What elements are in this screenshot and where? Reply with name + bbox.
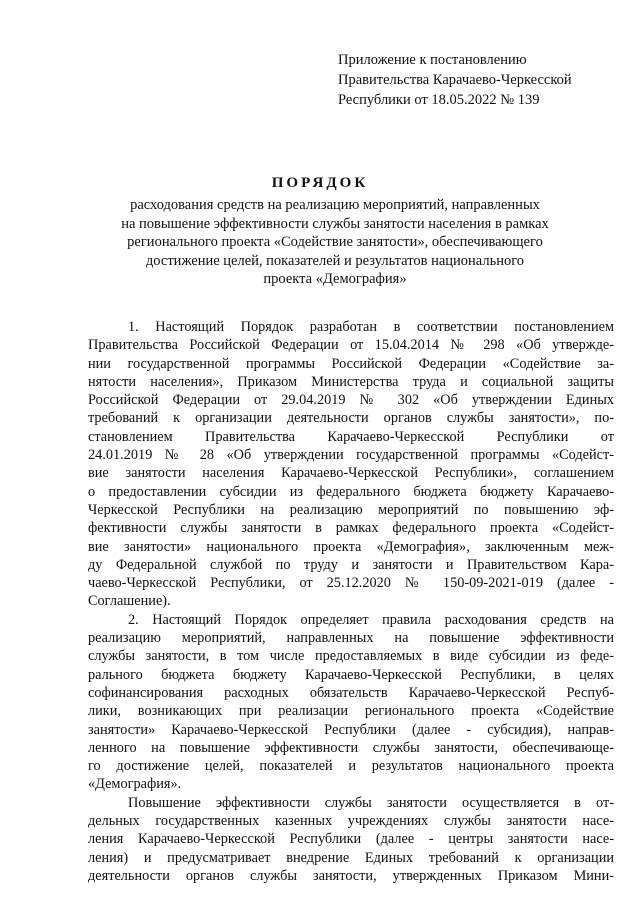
paragraph-line: нии государственной программы Российской Федерации «Содействие за- <box>88 355 614 372</box>
paragraph-line: фективности службы занятости в рамках федерального проекта «Содейст- <box>88 520 614 537</box>
paragraph-line: Соглашение). <box>88 593 171 610</box>
paragraph-line: вие занятости» национального проекта «Демография», заключенным меж- <box>88 538 614 555</box>
subtitle-line: регионального проекта «Содействие занятости», обеспечивающего <box>127 234 543 250</box>
paragraph-line: ленного на повышение эффективности службы занятости, обеспечивающе- <box>88 739 614 756</box>
paragraph-line: 2. Настоящий Порядок определяет правила расходования средств на <box>128 611 614 628</box>
paragraph-line: реализацию мероприятий, направленных на повышение эффективности <box>88 630 614 647</box>
paragraph <box>88 611 614 794</box>
paragraph-line: Правительства Российской Федерации от 15.04.2014 № 298 «Об утвержде- <box>88 337 614 354</box>
paragraph-line: требований к организации деятельности органов службы занятости», по- <box>88 410 614 427</box>
approval-line: Республики от 18.05.2022 № 139 <box>338 92 540 108</box>
subtitle-line: проекта «Демография» <box>263 271 407 287</box>
paragraph-line: ления) и предусматривает внедрение Единых требований к организации <box>88 849 614 866</box>
paragraph-line: го достижение целей, показателей и результатов национального проекта <box>88 758 614 775</box>
paragraph-line: Черкесской Республики на реализацию мероприятий по повышению эф- <box>88 501 614 518</box>
paragraph-line: ления Карачаево-Черкесской Республики (далее - центры занятости насе- <box>88 831 614 848</box>
paragraph-line: Российской Федерации от 29.04.2019 № 302 «Об утверждении Единых <box>88 392 614 409</box>
paragraph-line: вие занятости населения Карачаево-Черкесской Республики», соглашением <box>88 465 614 482</box>
approval-line: Правительства Карачаево-Черкесской <box>338 72 572 88</box>
paragraph-line: рального бюджета бюджету Карачаево-Черкесской Республики, в целях <box>88 666 614 683</box>
paragraph-line: софинансирования расходных обязательств Карачаево-Черкесской Респуб- <box>88 684 614 701</box>
paragraph-line: становлением Правительства Карачаево-Черкесской Республики от <box>88 428 614 445</box>
document-title: ПОРЯДОК <box>271 175 369 191</box>
document-subtitle <box>100 196 570 289</box>
approval-line: Приложение к постановлению <box>338 52 527 68</box>
paragraph-line: лики, возникающих при реализации регионального проекта «Содействие <box>88 703 614 720</box>
paragraph-line: дельных государственных казенных учреждениях службы занятости насе- <box>88 813 614 830</box>
document-body <box>88 318 614 885</box>
paragraph <box>88 794 614 885</box>
paragraph-line: чаево-Черкесской Республики, от 25.12.2020 № 150-09-2021-019 (далее - <box>88 575 614 592</box>
paragraph-line: службы занятости, в том числе предоставляемых в виде субсидии из феде- <box>88 648 614 665</box>
paragraph-line: занятости» Карачаево-Черкесской Республики (далее - субсидия), направ- <box>88 721 614 738</box>
subtitle-line: достижение целей, показателей и результатов национального <box>145 252 525 269</box>
approval-stamp <box>338 50 628 110</box>
subtitle-line: на повышение эффективности службы занятости населения в рамках <box>121 215 549 232</box>
paragraph-line: 1. Настоящий Порядок разработан в соответствии постановлением <box>128 319 614 335</box>
paragraph <box>88 318 614 611</box>
paragraph-line: деятельности органов службы занятости, утвержденных Приказом Мини- <box>88 867 614 884</box>
paragraph-line: ду Федеральной службой по труду и занятости и Правительством Кара- <box>88 556 614 573</box>
paragraph-line: нятости населения», Приказом Министерства труда и социальной защиты <box>88 373 614 390</box>
paragraph-line: Повышение эффективности службы занятости осуществляется в от- <box>128 794 614 811</box>
paragraph-line: о предоставлении субсидии из федерального бюджета бюджету Карачаево- <box>88 483 614 500</box>
paragraph-line: 24.01.2019 № 28 «Об утверждении государственной программы «Содейст- <box>88 447 614 464</box>
paragraph-line: «Демография». <box>88 776 182 793</box>
subtitle-line: расходования средств на реализацию мероприятий, направленных <box>130 197 540 213</box>
